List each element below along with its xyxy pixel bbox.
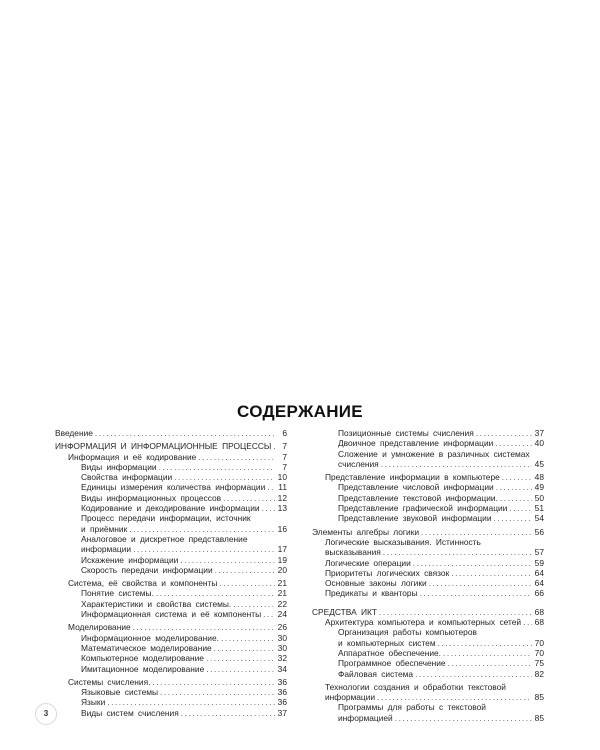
toc-entry-row: [81, 503, 287, 513]
dot-leader: [415, 669, 532, 679]
dot-leader: [381, 459, 532, 469]
toc-entry-row: [338, 438, 544, 448]
toc-entry-row: [81, 588, 287, 598]
toc-page-number: 68: [534, 617, 544, 628]
toc-entry-row: [81, 653, 287, 663]
dot-leader: [206, 653, 275, 663]
toc-entry-title: Сложение и умножение в различных системах: [338, 448, 530, 459]
toc-entry[interactable]: [55, 578, 287, 588]
toc-entry-title: Языковые системы: [81, 687, 159, 698]
toc-entry[interactable]: [55, 599, 287, 609]
dot-leader: [215, 565, 275, 575]
toc-entry-row: [81, 687, 287, 697]
toc-entry-row: [338, 503, 544, 513]
toc-entry-row: [325, 472, 544, 482]
dot-leader: [383, 547, 532, 557]
toc-entry[interactable]: [312, 617, 544, 627]
toc-left-column: [55, 428, 287, 718]
toc-page-number: 85: [534, 712, 544, 723]
toc-entry-row: [81, 664, 287, 674]
toc-entry[interactable]: [55, 452, 287, 462]
toc-entry-title: Файловая система: [338, 668, 414, 679]
toc-entry-title: Двоичное представление информации: [338, 438, 494, 449]
toc-right-column: [312, 428, 544, 723]
toc-entry-row: [325, 588, 544, 598]
toc-entry-row: [338, 493, 544, 503]
toc-entry-row: [338, 658, 544, 668]
dot-leader: [263, 609, 275, 619]
toc-entry-title: Представление числовой информации: [338, 482, 494, 493]
toc-entry[interactable]: [312, 428, 544, 438]
toc-entry[interactable]: [55, 588, 287, 598]
dot-leader: [219, 578, 275, 588]
toc-entry-row: [81, 708, 287, 718]
dot-leader: [133, 622, 275, 632]
toc-page-number: 66: [534, 588, 544, 599]
toc-page-number: 70: [534, 637, 544, 648]
dot-leader: [214, 643, 275, 653]
toc-entry-title: Языки: [81, 697, 106, 708]
dot-leader: [180, 555, 275, 565]
toc-page-number: 75: [534, 658, 544, 669]
toc-entry[interactable]: [312, 682, 544, 703]
toc-page-number: 12: [277, 492, 287, 503]
toc-entry-title: Виды информационных процессов: [81, 492, 222, 503]
toc-page-number: 10: [277, 472, 287, 483]
dot-leader: [223, 493, 275, 503]
dot-leader: [413, 558, 532, 568]
toc-entry[interactable]: [312, 449, 544, 470]
toc-entry-row: [68, 578, 287, 588]
toc-page-number: 21: [277, 578, 287, 589]
dot-leader: [509, 503, 532, 513]
toc-page-number: 40: [534, 438, 544, 449]
dot-leader: [107, 697, 275, 707]
dot-leader: [152, 677, 275, 687]
toc-entry[interactable]: [312, 702, 544, 723]
toc-entry-title: информации: [81, 544, 132, 555]
dot-leader: [95, 428, 275, 438]
toc-entry-title: Искажение информации: [81, 554, 179, 565]
dot-leader: [494, 513, 532, 523]
toc-entry-title: Элементы алгебры логики: [312, 526, 420, 537]
toc-page-number: 82: [534, 668, 544, 679]
toc-entry-row: [325, 578, 544, 588]
toc-entry-title: Аналоговое и дискретное представление: [81, 533, 248, 544]
toc-entry-title: Представление текстовой информации.: [338, 492, 498, 503]
toc-entry[interactable]: [55, 493, 287, 503]
toc-page-number: 24: [277, 609, 287, 620]
dot-leader: [267, 482, 275, 492]
toc-entry[interactable]: [312, 578, 544, 588]
toc-page-number: 56: [534, 526, 544, 537]
toc-entry[interactable]: [312, 527, 544, 537]
toc-entry-title: Программы для работы с текстовой: [338, 702, 486, 713]
toc-entry-row: [81, 633, 287, 643]
dot-leader: [395, 713, 532, 723]
toc-page-number: 30: [277, 632, 287, 643]
toc-entry-row: [338, 669, 544, 679]
toc-entry-row: [81, 524, 287, 534]
toc-entry[interactable]: [55, 677, 287, 687]
toc-entry-row: [81, 462, 287, 472]
toc-entry-row: [81, 472, 287, 482]
toc-entry-title: Представление графической информации: [338, 503, 508, 514]
toc-page-number: 70: [534, 647, 544, 658]
toc-entry-title: Моделирование: [68, 622, 131, 633]
toc-entry-title: Предикаты и кванторы: [325, 588, 418, 599]
toc-entry-title: Математическое моделирование: [81, 642, 212, 653]
dot-leader: [377, 692, 532, 702]
toc-entry-title: Позиционные системы счисления: [338, 428, 474, 438]
toc-page-number: 22: [277, 598, 287, 609]
toc-entry[interactable]: [55, 441, 287, 451]
toc-entry-row: [81, 493, 287, 503]
toc-entry[interactable]: [312, 438, 544, 448]
dot-leader: [233, 599, 275, 609]
dot-leader: [502, 472, 532, 482]
toc-entry[interactable]: [55, 472, 287, 482]
toc-entry-title: Имитационное моделирование: [81, 663, 205, 674]
page-number: 3: [35, 703, 57, 725]
toc-entry-title: Технологии создания и обработки текстовой: [325, 681, 506, 692]
toc-page-number: 6: [282, 428, 287, 438]
toc-entry-row: [81, 565, 287, 575]
dot-leader: [496, 482, 532, 492]
toc-entry-row: [68, 452, 287, 462]
toc-entry-row: [81, 599, 287, 609]
toc-entry[interactable]: [55, 555, 287, 565]
toc-page-number: 51: [534, 503, 544, 514]
toc-page-number: 7: [282, 461, 287, 472]
toc-page-number: 45: [534, 458, 544, 469]
toc-page-number: 7: [282, 451, 287, 462]
toc-page-number: 37: [534, 428, 544, 438]
toc-page-number: 85: [534, 692, 544, 703]
toc-entry-row: [81, 482, 287, 492]
toc-page-number: 36: [277, 676, 287, 687]
toc-page-number: 32: [277, 653, 287, 664]
toc-page-number: 57: [534, 547, 544, 558]
toc-page-number: 48: [534, 472, 544, 483]
toc-entry[interactable]: [312, 503, 544, 513]
toc-entry[interactable]: [312, 658, 544, 668]
dot-leader: [429, 578, 532, 588]
toc-page-number: 16: [277, 523, 287, 534]
toc-entry-row: [325, 617, 544, 627]
dot-leader: [160, 687, 275, 697]
toc-entry[interactable]: [55, 503, 287, 513]
toc-entry-title: счисления: [338, 458, 379, 469]
toc-entry-title: СРЕДСТВА ИКТ: [312, 606, 378, 617]
toc-entry-row: [338, 648, 544, 658]
toc-entry-row: [338, 428, 544, 438]
toc-entry-title: Аппаратное обеспечение.: [338, 647, 441, 658]
dot-leader: [156, 588, 275, 598]
toc-entry-title: Введение: [55, 428, 93, 438]
toc-entry[interactable]: [312, 568, 544, 578]
toc-entry[interactable]: [55, 687, 287, 697]
toc-entry[interactable]: [312, 472, 544, 482]
toc-entry-row: [338, 713, 544, 723]
dot-leader: [174, 472, 275, 482]
toc-entry-title: Процесс передачи информации, источник: [81, 513, 251, 524]
dot-leader: [181, 708, 275, 718]
toc-page-number: 64: [534, 567, 544, 578]
toc-entry[interactable]: [55, 428, 287, 438]
toc-entry[interactable]: [55, 664, 287, 674]
toc-entry-title: Логические операции: [325, 557, 411, 568]
toc-entry-row: [81, 643, 287, 653]
toc-entry-row: [312, 527, 544, 537]
toc-entry-row: [325, 547, 544, 557]
toc-entry[interactable]: [55, 633, 287, 643]
toc-entry-row: [68, 677, 287, 687]
dot-leader: [420, 588, 532, 598]
toc-entry[interactable]: [312, 558, 544, 568]
toc-entry-title: и компьютерных систем: [338, 637, 436, 648]
toc-entry-title: Компьютерное моделирование: [81, 653, 204, 664]
toc-page-number: 11: [278, 482, 287, 493]
toc-entry-title: информации: [325, 692, 376, 703]
toc-entry-row: [338, 459, 544, 469]
toc-entry[interactable]: [312, 513, 544, 523]
dot-leader: [379, 607, 532, 617]
dot-leader: [206, 664, 275, 674]
toc-page-number: 68: [534, 606, 544, 617]
toc-entry-row: [68, 622, 287, 632]
toc-entry-title: Единицы измерения количества информации: [81, 482, 266, 493]
toc-entry-title: Программное обеспечение: [338, 658, 446, 669]
toc-entry-title: Логические высказывания. Истинность: [325, 536, 481, 547]
dot-leader: [421, 527, 532, 537]
toc-entry-title: ИНФОРМАЦИЯ И ИНФОРМАЦИОННЫЕ ПРОЦЕССЫ: [55, 441, 272, 452]
toc-entry-title: Скорость передачи информации: [81, 564, 213, 575]
toc-entry-row: [81, 697, 287, 707]
toc-entry-row: [338, 638, 544, 648]
toc-entry-row: [338, 482, 544, 492]
toc-entry-title: Характеристики и свойства системы.: [81, 598, 232, 609]
toc-entry-row: [325, 568, 544, 578]
toc-entry[interactable]: [312, 607, 544, 617]
toc-entry-title: Понятие системы.: [81, 588, 154, 599]
toc-entry[interactable]: [55, 513, 287, 534]
toc-page-number: 17: [277, 544, 287, 555]
dot-leader: [198, 452, 275, 462]
dot-leader: [159, 462, 275, 472]
toc-entry[interactable]: [312, 493, 544, 503]
dot-leader: [443, 648, 532, 658]
toc-entry-title: Информационная система и её компоненты: [81, 609, 262, 620]
toc-entry-title: информацией: [338, 712, 393, 723]
toc-entry[interactable]: [312, 627, 544, 648]
toc-page-number: 19: [277, 554, 287, 565]
toc-entry-row: [81, 544, 287, 554]
dot-leader: [221, 633, 275, 643]
toc-entry-title: Представление звуковой информации: [338, 513, 492, 524]
toc-page-number: 20: [277, 564, 287, 575]
toc-entry[interactable]: [312, 588, 544, 598]
toc-entry-title: Представление информации в компьютере: [325, 472, 500, 483]
toc-entry-title: Виды информации: [81, 461, 157, 472]
dot-leader: [129, 524, 275, 534]
toc-entry-row: [81, 555, 287, 565]
dot-leader: [262, 503, 275, 513]
dot-leader: [451, 568, 532, 578]
toc-entry-row: [55, 441, 287, 451]
toc-entry[interactable]: [55, 708, 287, 718]
toc-entry[interactable]: [55, 482, 287, 492]
toc-entry-title: Свойства информации: [81, 472, 173, 483]
dot-leader: [273, 441, 275, 451]
toc-page-number: 26: [277, 622, 287, 633]
dot-leader: [133, 544, 275, 554]
toc-entry-row: [325, 692, 544, 702]
dot-leader: [495, 438, 532, 448]
toc-entry-title: высказывания: [325, 547, 381, 558]
toc-entry-title: Виды систем счисления: [81, 707, 179, 718]
toc-entry-title: Организация работы компьютеров: [338, 627, 477, 638]
toc-entry[interactable]: [55, 565, 287, 575]
toc-entry-title: Кодирование и декодирование информации: [81, 503, 260, 514]
toc-page-number: 49: [534, 482, 544, 493]
toc-entry[interactable]: [55, 697, 287, 707]
toc-page-number: 54: [534, 513, 544, 524]
toc-entry[interactable]: [55, 653, 287, 663]
toc-entry[interactable]: [312, 537, 544, 558]
toc-entry-row: [312, 607, 544, 617]
toc-entry-title: Архитектура компьютера и компьютерных сетей: [325, 617, 522, 628]
toc-entry[interactable]: [55, 609, 287, 619]
dot-leader: [476, 428, 532, 438]
toc-entry-title: и приёмник: [81, 523, 128, 534]
toc-entry-title: Информационное моделирование.: [81, 632, 219, 643]
toc-page-number: 64: [534, 578, 544, 589]
toc-entry[interactable]: [312, 648, 544, 658]
toc-entry-title: Основные законы логики: [325, 578, 427, 589]
dot-leader: [448, 658, 532, 668]
toc-entry-row: [325, 558, 544, 568]
toc-entry-row: [338, 513, 544, 523]
toc-entry-title: Системы счисления.: [68, 676, 151, 687]
toc-entry-title: Приоритеты логических связок: [325, 567, 450, 578]
toc-entry[interactable]: [55, 643, 287, 653]
toc-entry-row: [81, 609, 287, 619]
toc-page-number: 7: [282, 441, 287, 452]
toc-entry[interactable]: [312, 482, 544, 492]
toc-page-number: 21: [277, 588, 287, 599]
toc-entry[interactable]: [312, 669, 544, 679]
toc-page-number: 36: [277, 687, 287, 698]
dot-leader: [438, 638, 532, 648]
toc-entry-title: Информация и её кодирование: [68, 451, 197, 462]
toc-entry-row: [55, 428, 287, 438]
toc-entry-title: Система, её свойства и компоненты: [68, 578, 218, 589]
toc-page-number: 37: [277, 707, 287, 718]
page-title: СОДЕРЖАНИЕ: [237, 402, 363, 421]
toc-entry[interactable]: [55, 622, 287, 632]
toc-page-number: 50: [534, 492, 544, 503]
dot-leader: [500, 493, 532, 503]
toc-page-number: 36: [277, 697, 287, 708]
toc-entry[interactable]: [55, 462, 287, 472]
toc-entry[interactable]: [55, 534, 287, 555]
toc-page-number: 30: [277, 642, 287, 653]
toc-page-number: 34: [277, 663, 287, 674]
toc-page-number: 59: [534, 557, 544, 568]
toc-page-number: 13: [277, 503, 287, 514]
dot-leader: [523, 617, 532, 627]
